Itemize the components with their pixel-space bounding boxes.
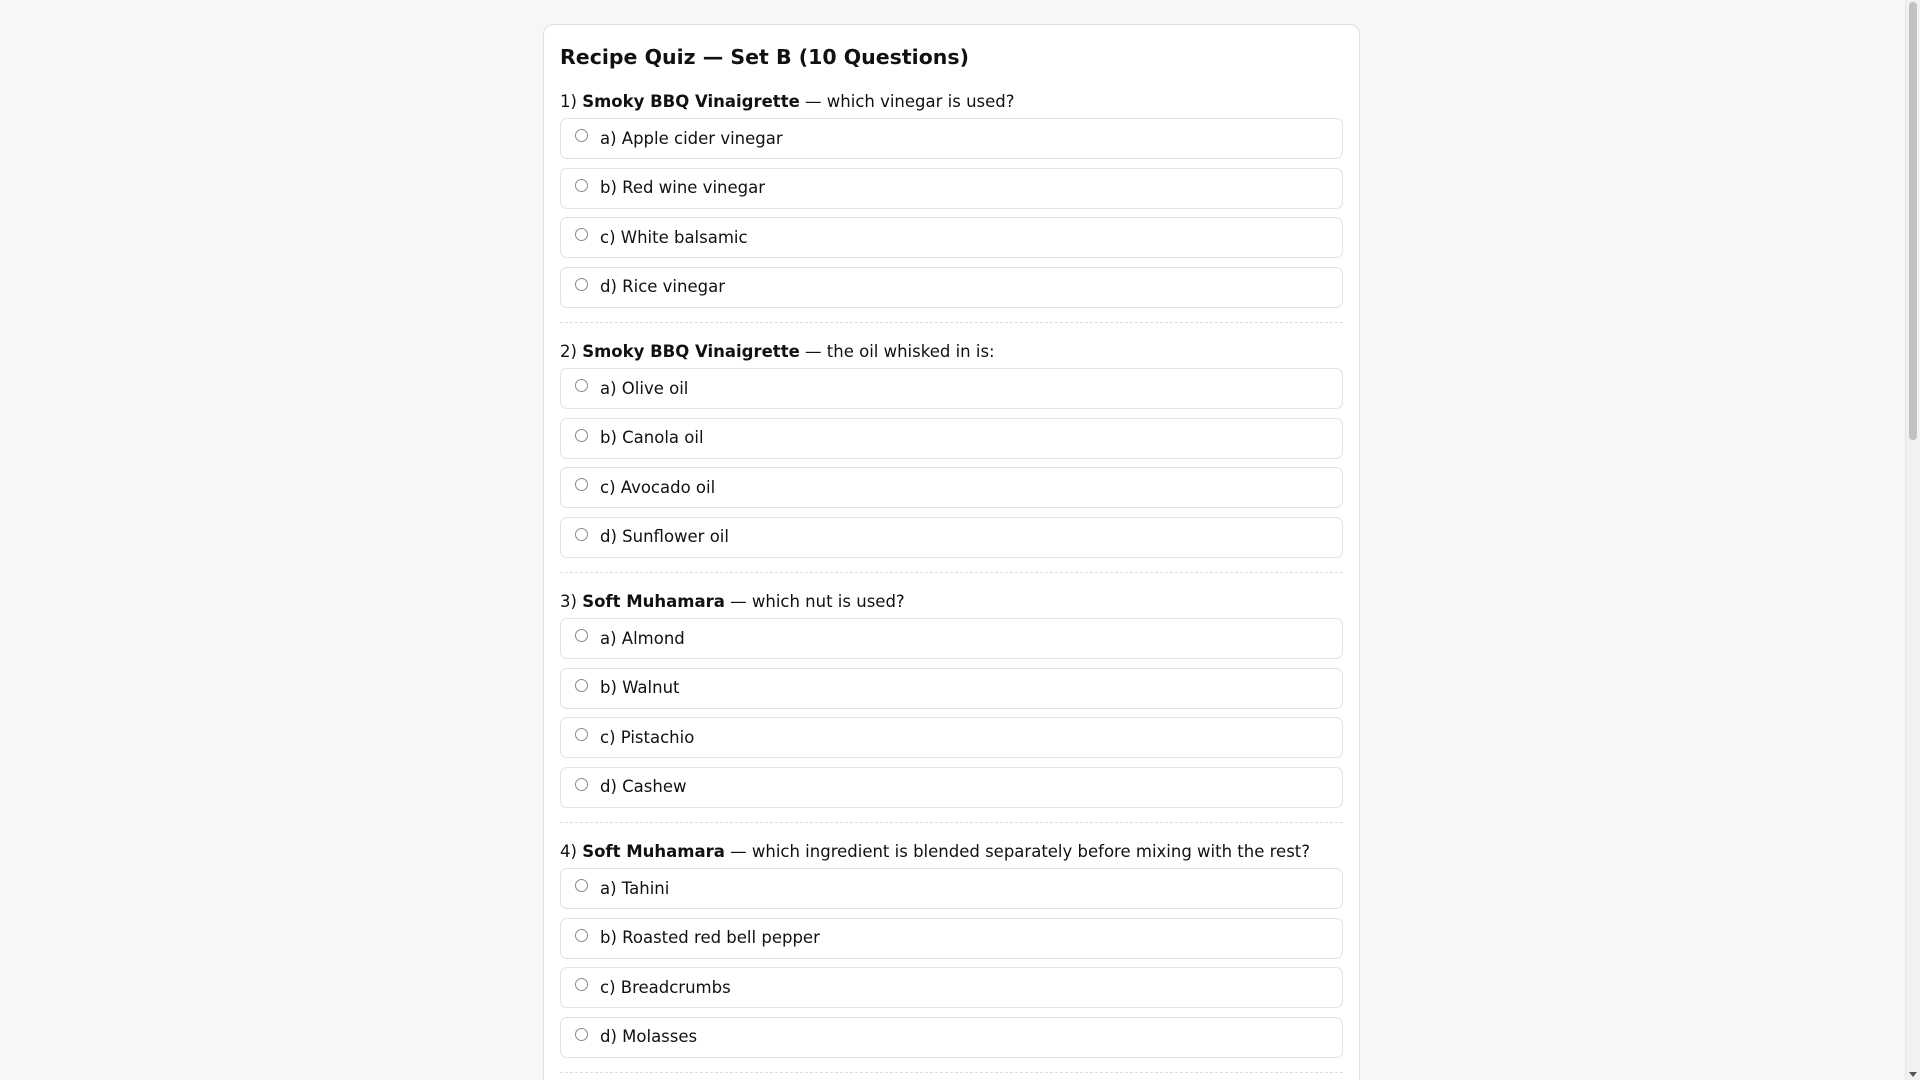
question-text bbox=[560, 838, 1343, 862]
question-text bbox=[560, 588, 1343, 612]
radio-button[interactable] bbox=[575, 629, 588, 642]
radio-button[interactable] bbox=[575, 379, 588, 392]
question-number: 2) bbox=[560, 342, 577, 361]
question-prompt: — the oil whisked in is: bbox=[805, 342, 995, 361]
option-label: c) Pistachio bbox=[600, 727, 695, 747]
options-list bbox=[560, 618, 1343, 808]
option-label: c) White balsamic bbox=[600, 227, 748, 247]
option-label: c) Breadcrumbs bbox=[600, 977, 731, 997]
radio-button[interactable] bbox=[575, 879, 588, 892]
option-1b[interactable] bbox=[560, 168, 1343, 209]
option-label: a) Almond bbox=[600, 628, 685, 648]
radio-button[interactable] bbox=[575, 528, 588, 541]
option-1c[interactable] bbox=[560, 217, 1343, 258]
option-label: a) Tahini bbox=[600, 878, 670, 898]
options-list bbox=[560, 368, 1343, 558]
option-label: b) Canola oil bbox=[600, 428, 704, 447]
vertical-scrollbar[interactable] bbox=[1905, 0, 1920, 1080]
option-label: a) Apple cider vinegar bbox=[600, 128, 783, 148]
question-prompt: — which vinegar is used? bbox=[805, 92, 1015, 111]
option-2d[interactable] bbox=[560, 517, 1343, 558]
radio-button[interactable] bbox=[575, 929, 588, 942]
option-4a[interactable] bbox=[560, 868, 1343, 909]
radio-button[interactable] bbox=[575, 478, 588, 491]
radio-button[interactable] bbox=[575, 1028, 588, 1041]
radio-button[interactable] bbox=[575, 228, 588, 241]
option-label: a) Olive oil bbox=[600, 378, 689, 398]
option-2a[interactable] bbox=[560, 368, 1343, 409]
option-1a[interactable] bbox=[560, 118, 1343, 159]
recipe-name: Smoky BBQ Vinaigrette bbox=[582, 92, 800, 111]
question-number: 1) bbox=[560, 92, 577, 111]
option-3b[interactable] bbox=[560, 668, 1343, 709]
option-2b[interactable] bbox=[560, 418, 1343, 459]
recipe-name: Soft Muhamara bbox=[582, 592, 725, 611]
quiz-title: Recipe Quiz — Set B (10 Questions) bbox=[560, 45, 969, 69]
question-1 bbox=[560, 88, 1343, 323]
question-number: 4) bbox=[560, 842, 577, 861]
option-label: b) Roasted red bell pepper bbox=[600, 928, 820, 947]
option-1d[interactable] bbox=[560, 267, 1343, 308]
question-prompt: — which ingredient is blended separately before mixing with the rest? bbox=[730, 842, 1311, 861]
question-2 bbox=[560, 338, 1343, 573]
option-label: c) Avocado oil bbox=[600, 477, 716, 497]
option-3c[interactable] bbox=[560, 717, 1343, 758]
radio-button[interactable] bbox=[575, 778, 588, 791]
radio-button[interactable] bbox=[575, 429, 588, 442]
radio-button[interactable] bbox=[575, 978, 588, 991]
option-4c[interactable] bbox=[560, 967, 1343, 1008]
option-2c[interactable] bbox=[560, 467, 1343, 508]
option-3a[interactable] bbox=[560, 618, 1343, 659]
radio-button[interactable] bbox=[575, 179, 588, 192]
radio-button[interactable] bbox=[575, 728, 588, 741]
question-prompt: — which nut is used? bbox=[730, 592, 905, 611]
option-label: b) Walnut bbox=[600, 678, 680, 697]
options-list bbox=[560, 868, 1343, 1058]
quiz-card bbox=[543, 24, 1360, 1080]
scrollbar-thumb[interactable] bbox=[1909, 2, 1917, 440]
question-text bbox=[560, 338, 1343, 362]
options-list bbox=[560, 118, 1343, 308]
option-label: d) Sunflower oil bbox=[600, 527, 729, 546]
option-label: d) Rice vinegar bbox=[600, 277, 725, 296]
question-text bbox=[560, 88, 1343, 112]
radio-button[interactable] bbox=[575, 679, 588, 692]
option-4b[interactable] bbox=[560, 918, 1343, 959]
question-number: 3) bbox=[560, 592, 577, 611]
option-4d[interactable] bbox=[560, 1017, 1343, 1058]
recipe-name: Smoky BBQ Vinaigrette bbox=[582, 342, 800, 361]
recipe-name: Soft Muhamara bbox=[582, 842, 725, 861]
scroll-down-arrow-icon[interactable] bbox=[1909, 1072, 1917, 1077]
question-4 bbox=[560, 838, 1343, 1073]
radio-button[interactable] bbox=[575, 129, 588, 142]
question-3 bbox=[560, 588, 1343, 823]
option-label: b) Red wine vinegar bbox=[600, 178, 766, 197]
option-label: d) Cashew bbox=[600, 777, 687, 796]
radio-button[interactable] bbox=[575, 278, 588, 291]
option-3d[interactable] bbox=[560, 767, 1343, 808]
option-label: d) Molasses bbox=[600, 1027, 698, 1046]
